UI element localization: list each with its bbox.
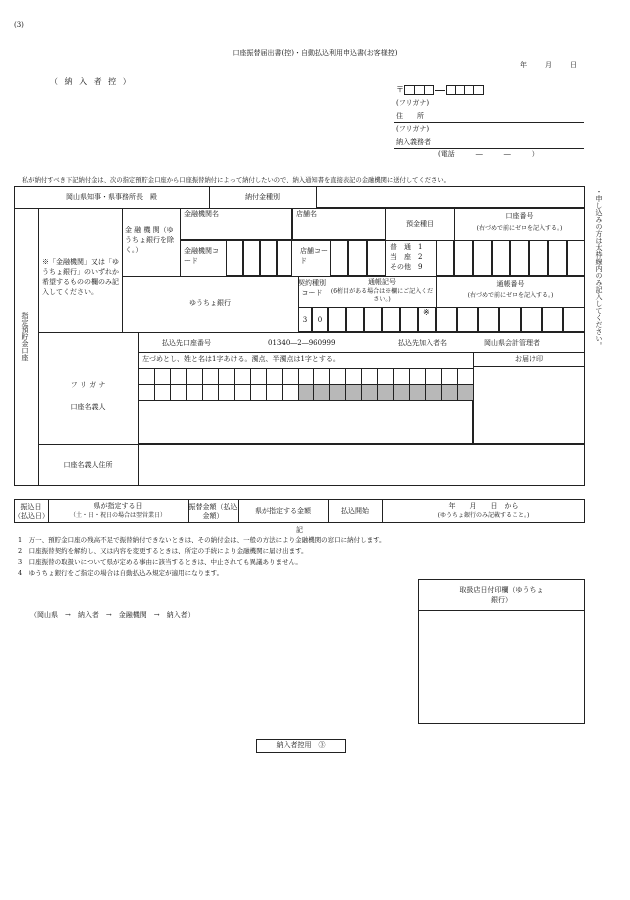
- bank-name-label: 金融機関名: [184, 210, 219, 218]
- furigana-char-cell[interactable]: [313, 384, 330, 401]
- furigana-char-cell[interactable]: [393, 368, 410, 385]
- passbook-no-digit[interactable]: [563, 307, 585, 332]
- page-number: (3): [14, 21, 24, 29]
- holder-name-label: 口座名義人: [70, 403, 106, 411]
- amount-label: 振替金額（払込金額）: [188, 503, 238, 521]
- note-item: 2 口座振替契約を解約し、又は内容を変更するときは、所定の手続により金融機関に届け出ます。: [18, 547, 308, 555]
- branch-name-field[interactable]: [292, 208, 386, 240]
- account-no-digit[interactable]: [473, 240, 492, 276]
- phone-label: (電話 ― ― ）: [438, 150, 539, 158]
- passbook-no-digit[interactable]: [499, 307, 521, 332]
- transfer-name-value: 岡山県会計管理者: [484, 339, 540, 347]
- contract-digit: 0: [312, 307, 328, 332]
- left-vertical-label: 指定預貯金口座: [21, 312, 30, 361]
- furigana-char-cell[interactable]: [409, 368, 426, 385]
- furigana-char-cell[interactable]: [250, 368, 267, 385]
- furigana-char-cell[interactable]: [266, 384, 283, 401]
- transfer-date-label: 振込日（払込日）: [14, 503, 49, 521]
- furigana-char-cell[interactable]: [425, 368, 442, 385]
- account-no-digit[interactable]: [567, 240, 585, 276]
- branch-name-label: 店舗名: [296, 210, 317, 218]
- furigana-char-cell[interactable]: [234, 368, 251, 385]
- furigana-char-cell[interactable]: [345, 368, 362, 385]
- account-no-note: (右づめで前にゼロを記入する。): [476, 225, 563, 232]
- furigana-char-cell[interactable]: [138, 384, 155, 401]
- furigana-char-cell[interactable]: [441, 384, 458, 401]
- furigana-char-cell[interactable]: [282, 368, 299, 385]
- account-no-digit[interactable]: [548, 240, 567, 276]
- document-flow: （岡山県 → 納入者 → 金融機関 → 納入者）: [30, 611, 195, 619]
- account-no-digit[interactable]: [510, 240, 529, 276]
- side-note: ・申し込みの方は太枠線内のみ記入してください。: [595, 188, 604, 349]
- postal-code-second[interactable]: [446, 85, 484, 95]
- account-no-digit[interactable]: [529, 240, 548, 276]
- furigana-char-cell[interactable]: [154, 368, 171, 385]
- pref-date-label: 県が指定する日: [93, 502, 143, 510]
- postal-code-first[interactable]: [404, 85, 434, 95]
- passbook-symbol-digit[interactable]: [364, 307, 382, 332]
- holder-address-field[interactable]: [138, 444, 585, 486]
- passbook-no-digit[interactable]: [542, 307, 563, 332]
- furigana-char-cell[interactable]: [425, 384, 442, 401]
- furigana-char-cell[interactable]: [234, 384, 251, 401]
- account-no-digit[interactable]: [492, 240, 510, 276]
- deposit-type-option: 当 座 2: [390, 253, 423, 261]
- furigana-char-cell[interactable]: [377, 384, 394, 401]
- seal-field[interactable]: [473, 366, 585, 444]
- date-year-label: 年: [520, 61, 527, 69]
- footer-label: 納入者控用 ③: [276, 741, 326, 749]
- furigana-char-cell[interactable]: [202, 384, 219, 401]
- bank-code-digit[interactable]: [226, 240, 243, 276]
- branch-code-digit[interactable]: [348, 240, 367, 276]
- passbook-symbol-note: (6桁目がある場合は※欄にご記入ください。): [330, 288, 434, 304]
- furigana-char-cell[interactable]: [154, 384, 171, 401]
- note-item: 3 口座振替の取扱いについて県が定める事由に該当するときは、中止されても異議ありません。: [18, 558, 302, 566]
- furigana-label-1: (フリガナ): [396, 99, 430, 107]
- furigana-label-2: (フリガナ): [396, 125, 430, 133]
- contract-code-label: 契約種別コード: [298, 279, 326, 297]
- name-instruction: 左づめとし、姓と名は1字あける。濁点、半濁点は1字とする。: [142, 355, 340, 363]
- notes-heading: 記: [296, 526, 303, 534]
- note-item: 4 ゆうちょ銀行をご指定の場合は自動払込み規定が適用になります。: [18, 569, 224, 577]
- holder-name-field[interactable]: [138, 400, 473, 444]
- furigana-char-cell[interactable]: [441, 368, 458, 385]
- passbook-no-digit[interactable]: [457, 307, 478, 332]
- addressee: 岡山県知事・県事務所長 殿: [66, 193, 157, 201]
- furigana-char-cell[interactable]: [345, 384, 362, 401]
- tax-type-field[interactable]: [316, 186, 585, 208]
- furigana-char-cell[interactable]: [138, 368, 155, 385]
- start-date-note: (ゆうちょ銀行のみ記載すること。): [437, 512, 530, 519]
- date-day-label: 日: [570, 61, 577, 69]
- transfer-account-value: 01340―2―960999: [268, 339, 336, 347]
- copy-label: （ 納 入 者 控 ）: [50, 77, 133, 86]
- bank-code-digit[interactable]: [260, 240, 277, 276]
- stamp-box-label: 取扱店日付印欄（ゆうちょ銀行）: [459, 586, 544, 605]
- passbook-no-note: (右づめで前にゼロを記入する。): [467, 292, 554, 299]
- intro-text: 私が納付すべき下記納付金は、次の指定預貯金口座から口座振替納付によって納付したいので、納入通知書を直接表記の金融機関に送付してください。: [22, 177, 450, 184]
- furigana-char-cell[interactable]: [186, 384, 203, 401]
- date-month-label: 月: [545, 61, 552, 69]
- furigana-char-cell[interactable]: [361, 368, 378, 385]
- choice-note: ※「金融機関」又は「ゆうちょ銀行」のいずれか希望するものの欄のみ記入してください。: [42, 258, 119, 297]
- address-label: 住 所: [396, 112, 424, 120]
- note-item: 1 万一、預貯金口座の残高不足で振替納付できないときは、その納付金は、一般の方法により金融機関の窓口に納付します。: [18, 536, 386, 544]
- tax-type-label: 納付金種別: [245, 193, 280, 201]
- furigana-char-cell[interactable]: [329, 368, 346, 385]
- deposit-type-option: 普 通 1: [390, 243, 423, 251]
- pref-amount-label: 県が指定する金額: [255, 507, 311, 515]
- bank-code-label: 金融機関コード: [184, 247, 219, 265]
- bank-name-field[interactable]: [180, 208, 292, 240]
- furigana-char-cell[interactable]: [409, 384, 426, 401]
- furigana-char-cell[interactable]: [170, 368, 187, 385]
- account-no-label: 口座番号: [505, 212, 534, 220]
- deposit-type-field[interactable]: [436, 240, 454, 276]
- start-date-field[interactable]: 年 月 日 から: [448, 502, 519, 510]
- furigana-char-cell[interactable]: [218, 368, 235, 385]
- seal-label: お届け印: [515, 355, 543, 363]
- furigana-char-cell[interactable]: [377, 368, 394, 385]
- branch-code-label: 店舗コード: [300, 247, 328, 265]
- deposit-type-label: 預金種目: [406, 220, 434, 228]
- furigana-char-cell[interactable]: [393, 384, 410, 401]
- postal-mark: 〒: [396, 85, 404, 94]
- furigana-char-cell[interactable]: [457, 384, 474, 401]
- passbook-symbol-digit[interactable]: [328, 307, 346, 332]
- furigana-char-cell[interactable]: [266, 368, 283, 385]
- branch-code-digit[interactable]: [330, 240, 348, 276]
- transfer-account-label: 払込先口座番号: [162, 339, 211, 347]
- transfer-name-label: 払込先加入者名: [398, 339, 447, 347]
- furigana-char-cell[interactable]: [298, 368, 315, 385]
- holder-address-label: 口座名義人住所: [63, 461, 113, 469]
- passbook-no-digit[interactable]: [478, 307, 499, 332]
- pref-date-note: （土・日・祝日の場合は翌営業日）: [69, 512, 166, 519]
- passbook-no-digit[interactable]: [521, 307, 542, 332]
- furigana-char-cell[interactable]: [313, 368, 330, 385]
- furigana-char-cell[interactable]: [202, 368, 219, 385]
- furigana-char-cell[interactable]: [457, 368, 474, 385]
- bank-code-digit[interactable]: [243, 240, 260, 276]
- payer-label: 納入義務者: [396, 138, 431, 146]
- furigana-char-cell[interactable]: [250, 384, 267, 401]
- contract-digit: 3: [298, 307, 312, 332]
- start-label: 払込開始: [341, 507, 369, 515]
- passbook-symbol-digit[interactable]: [400, 307, 418, 332]
- branch-code-digit[interactable]: [367, 240, 386, 276]
- bank-code-digit[interactable]: [277, 240, 292, 276]
- passbook-no-digit[interactable]: [436, 307, 457, 332]
- furigana-char-cell[interactable]: [186, 368, 203, 385]
- furigana-row-label: フ リ ガ ナ: [70, 381, 106, 389]
- furigana-char-cell[interactable]: [170, 384, 187, 401]
- furigana-char-cell[interactable]: [329, 384, 346, 401]
- passbook-no-label: 通帳番号: [496, 280, 525, 288]
- furigana-char-cell[interactable]: [361, 384, 378, 401]
- passbook-symbol-digit[interactable]: [346, 307, 364, 332]
- account-no-digit[interactable]: [454, 240, 473, 276]
- asterisk-mark: ※: [423, 308, 430, 317]
- furigana-char-cell[interactable]: [218, 384, 235, 401]
- furigana-char-cell[interactable]: [282, 384, 299, 401]
- furigana-char-cell[interactable]: [298, 384, 315, 401]
- bank-section-label: 金 融 機 関（ゆうちょ銀行を除く。）: [125, 226, 174, 254]
- form-title: 口座振替届出書(控)・自動払込利用申込書(お客様控): [232, 49, 398, 57]
- passbook-symbol-digit[interactable]: [382, 307, 400, 332]
- yucho-label: ゆうちょ銀行: [189, 299, 231, 307]
- deposit-type-option: その他 9: [390, 263, 423, 271]
- passbook-symbol-label: 通帳記号: [368, 278, 396, 286]
